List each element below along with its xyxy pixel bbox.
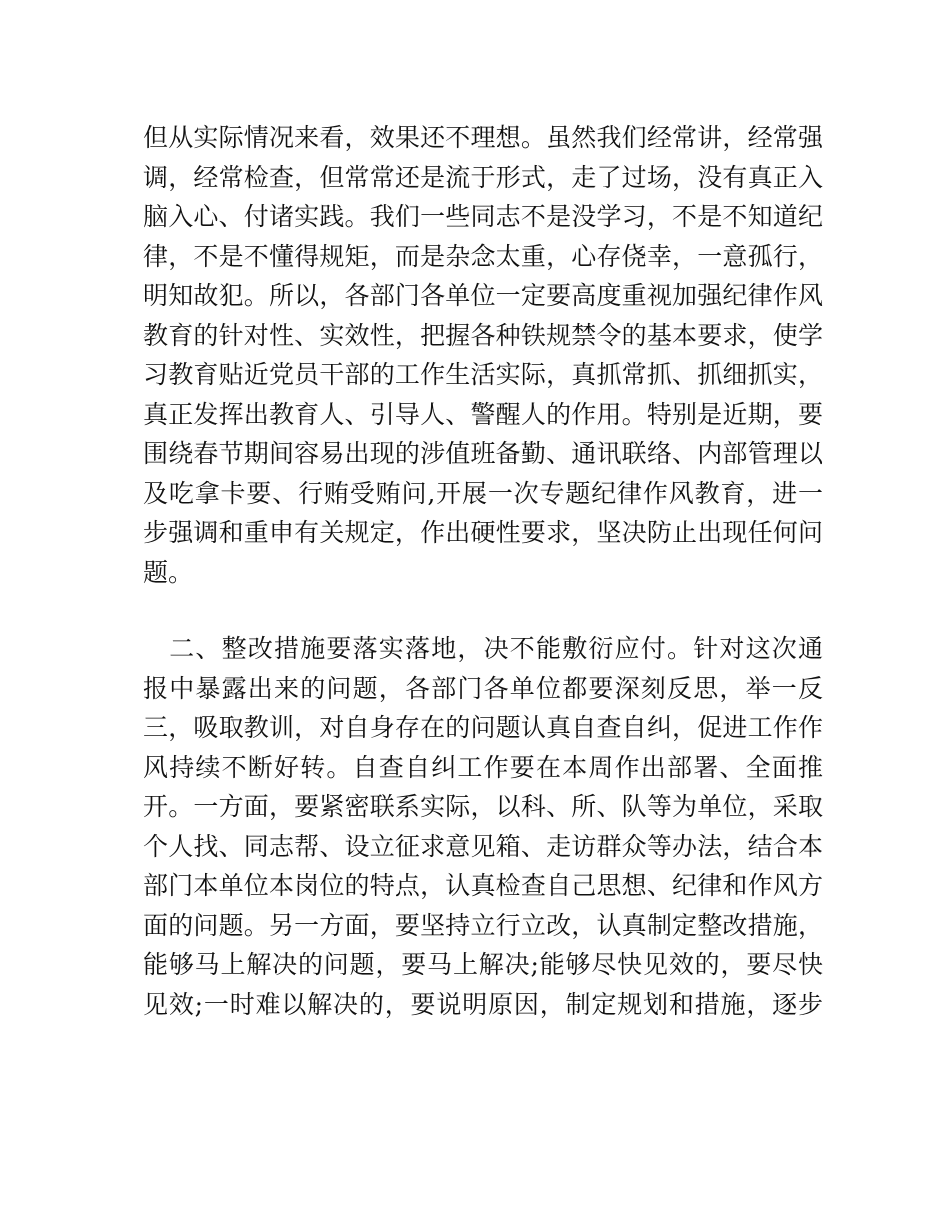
text-line: 律，不是不懂得规矩，而是杂念太重，心存侥幸，一意孤行， bbox=[143, 241, 823, 271]
text-line: 习教育贴近党员干部的工作生活实际，真抓常抓、抓细抓实， bbox=[143, 360, 823, 389]
text-line: 调，经常检查，但常常还是流于形式，走了过场，没有真正入 bbox=[143, 162, 823, 192]
text-line: 题。 bbox=[143, 557, 194, 587]
text-line: 教育的针对性、实效性，把握各种铁规禁令的基本要求，使学 bbox=[143, 320, 823, 350]
paragraph-rectification-measures bbox=[143, 629, 823, 1024]
text-line: 部门本单位本岗位的特点，认真检查自己思想、纪律和作风方 bbox=[143, 871, 823, 900]
text-line: 明知故犯。所以，各部门各单位一定要高度重视加强纪律作风 bbox=[143, 281, 823, 310]
text-line: 风持续不断好转。自查自纠工作要在本周作出部署、全面推 bbox=[143, 752, 823, 782]
text-line: 但从实际情况来看，效果还不理想。虽然我们经常讲，经常强 bbox=[143, 123, 823, 152]
text-line: 见效;一时难以解决的，要说明原因，制定规划和措施，逐步 bbox=[143, 989, 823, 1019]
text-line: 个人找、同志帮、设立征求意见箱、走访群众等办法，结合本 bbox=[143, 831, 823, 861]
text-line: 步强调和重申有关规定，作出硬性要求，坚决防止出现任何问 bbox=[143, 518, 823, 547]
text-line: 开。一方面，要紧密联系实际，以科、所、队等为单位，采取 bbox=[143, 792, 823, 821]
text-line: 三，吸取教训，对自身存在的问题认真自查自纠，促进工作作 bbox=[143, 713, 823, 742]
text-line: 能够马上解决的问题，要马上解决;能够尽快见效的，要尽快 bbox=[143, 950, 823, 979]
text-line: 报中暴露出来的问题，各部门各单位都要深刻反思，举一反 bbox=[143, 673, 823, 703]
text-line: 及吃拿卡要、行贿受贿问,开展一次专题纪律作风教育，进一 bbox=[143, 478, 823, 508]
text-line: 二、整改措施要落实落地，决不能敷衍应付。针对这次通 bbox=[143, 634, 823, 663]
text-line: 真正发挥出教育人、引导人、警醒人的作用。特别是近期，要 bbox=[143, 399, 823, 429]
paragraph-discipline-education bbox=[143, 118, 823, 592]
text-line: 脑入心、付诸实践。我们一些同志不是没学习，不是不知道纪 bbox=[143, 202, 823, 231]
text-line: 围绕春节期间容易出现的涉值班备勤、通讯联络、内部管理以 bbox=[143, 439, 823, 468]
text-line: 面的问题。另一方面，要坚持立行立改，认真制定整改措施， bbox=[143, 910, 823, 940]
